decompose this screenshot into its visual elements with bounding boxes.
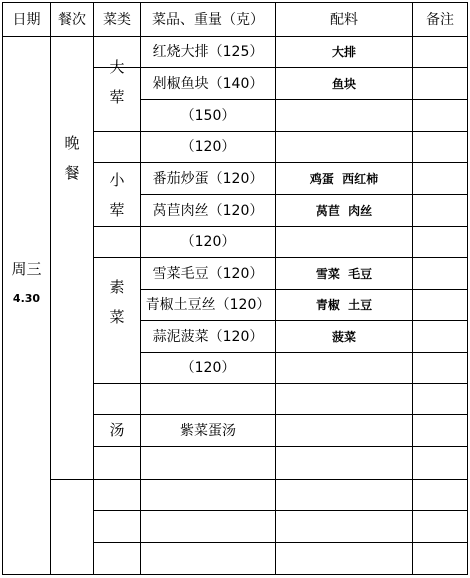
dish-cell: 红烧大排（125）	[152, 44, 264, 60]
grid-line	[2, 574, 468, 575]
ingredients-cell: 鸡蛋 西红柿	[309, 171, 379, 186]
ingredients-cell: 菠菜	[331, 329, 356, 344]
dish-cell: 紫菜蛋汤	[180, 422, 236, 439]
category-small-meat	[94, 163, 140, 226]
header-date: 日期	[12, 11, 41, 28]
dish-cell: （150）	[180, 107, 236, 124]
grid-line	[412, 2, 413, 575]
ingredients-cell: 青椒 土豆	[315, 298, 373, 312]
dish-cell: 青椒土豆丝（120）	[145, 297, 271, 313]
grid-line	[2, 2, 3, 575]
category-char: 菜	[109, 308, 125, 326]
date-weekday: 周三	[11, 259, 42, 278]
dish-cell: 雪菜毛豆（120）	[152, 265, 264, 282]
category-char: 素	[109, 278, 125, 296]
header-meal: 餐次	[58, 11, 86, 28]
dish-cell: 番茄炒蛋（120）	[152, 170, 264, 187]
header-ingredients: 配料	[330, 11, 358, 28]
category-vegetable	[94, 272, 140, 332]
grid-line	[50, 479, 468, 480]
dish-cell: （120）	[180, 360, 236, 376]
header-category: 菜类	[103, 11, 131, 28]
grid-line	[50, 2, 51, 575]
grid-line	[467, 2, 468, 575]
dish-cell: 莴苣肉丝（120）	[152, 202, 264, 219]
dish-cell: （120）	[180, 139, 236, 155]
ingredients-cell: 鱼块	[331, 76, 356, 91]
ingredients-cell: 大排	[331, 45, 356, 59]
meal-label-char: 晚	[64, 134, 80, 152]
header-notes: 备注	[426, 11, 454, 28]
dish-cell: 剁椒鱼块（140）	[152, 75, 264, 92]
category-char: 荤	[109, 200, 125, 219]
category-char: 小	[109, 170, 125, 189]
meal-label	[51, 128, 93, 188]
date-day: 4.30	[12, 291, 41, 305]
category-soup: 汤	[109, 421, 125, 439]
header-dish: 菜品、重量（克）	[152, 11, 264, 28]
category-big-meat	[94, 52, 140, 112]
ingredients-cell: 莴苣 肉丝	[315, 203, 373, 218]
category-char: 荤	[109, 88, 125, 106]
category-char: 大	[109, 58, 125, 76]
meal-label-char: 餐	[64, 164, 80, 182]
dish-cell: 蒜泥菠菜（120）	[152, 328, 264, 345]
ingredients-cell: 雪菜 毛豆	[315, 266, 373, 281]
dish-cell	[141, 384, 275, 414]
dish-cell: （120）	[180, 234, 236, 250]
